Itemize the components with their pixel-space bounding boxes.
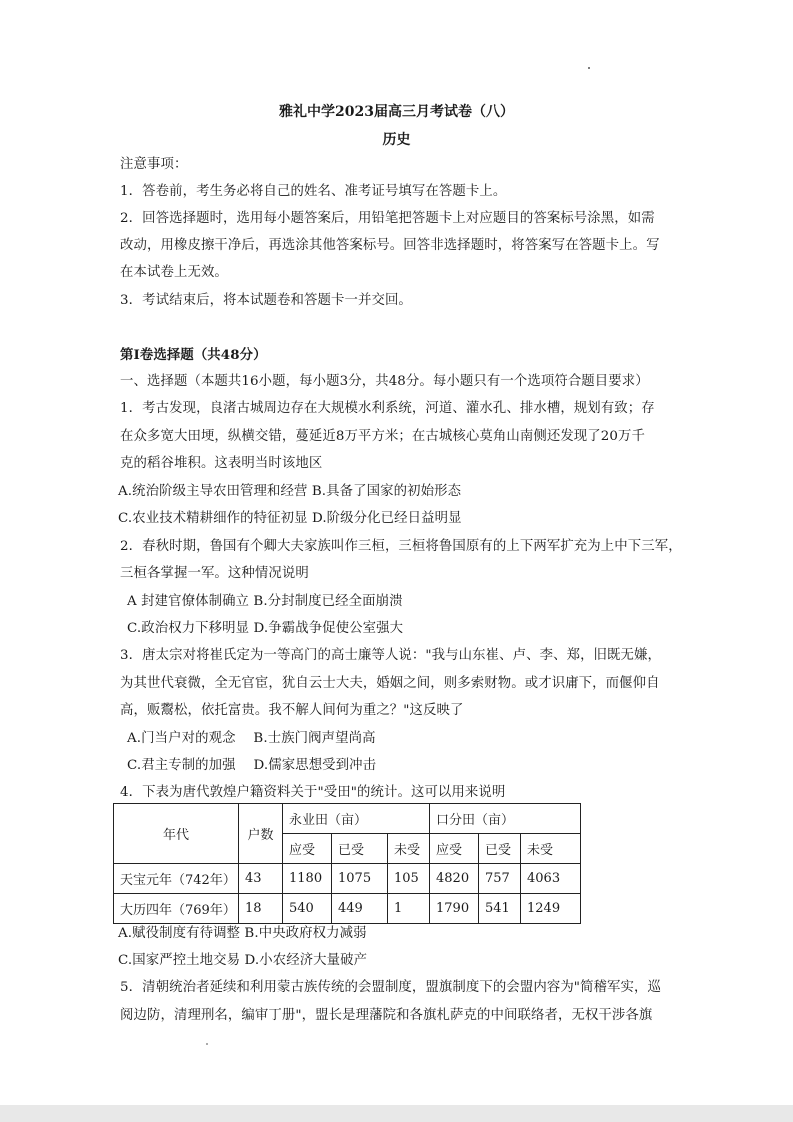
subheader-cell: 未受 [388, 834, 430, 864]
cell-value: 1180 [283, 864, 332, 894]
q2-options: C.政治权力下移明显 D.争霸战争促使公室强大 [127, 621, 404, 636]
subject-title: 历史 [382, 132, 411, 148]
notice-heading: 注意事项： [120, 157, 188, 172]
q3-stem: 高，贩鬻松，依托富贵。我不解人间何为重之？"这反映了 [120, 703, 464, 718]
cell-value: 1790 [430, 894, 479, 924]
cell-year: 大历四年（769年） [114, 894, 239, 924]
cell-value: 757 [479, 864, 521, 894]
cell-value: 541 [479, 894, 521, 924]
cell-value: 449 [332, 894, 388, 924]
corner-mark [588, 67, 590, 69]
q4-stem: 4．下表为唐代敦煌户籍资料关于"受田"的统计。这可以用来说明 [120, 785, 506, 800]
header-yongye: 永业田（亩） [283, 804, 430, 834]
header-koufen: 口分田（亩） [430, 804, 581, 834]
q5-stem: 5．清朝统治者延续和利用蒙古族传统的会盟制度，盟旗制度下的会盟内容为"简稽军实，巡 [120, 980, 662, 995]
table-row [114, 894, 581, 924]
q2-options: A 封建官僚体制确立 B.分封制度已经全面崩溃 [127, 594, 403, 609]
q1-stem: 1．考古发现，良渚古城周边存在大规模水利系统，河道、灌水孔、排水槽，规划有致；存 [120, 401, 655, 416]
subheader-cell: 未受 [521, 834, 581, 864]
q4-land-table [113, 803, 581, 924]
cell-value: 105 [388, 864, 430, 894]
subheader-cell: 应受 [283, 834, 332, 864]
section-heading: 第Ⅰ卷选择题（共48分） [120, 347, 267, 363]
q3-stem: 3．唐太宗对将崔氏定为一等高门的高士廉等人说："我与山东崔、卢、李、郑，旧既无嫌， [120, 648, 662, 663]
q1-options: C.农业技术精耕细作的特征初显 D.阶级分化已经日益明显 [118, 511, 462, 526]
notice-line: 在本试卷上无效。 [120, 265, 228, 280]
header-year: 年代 [114, 804, 239, 864]
subheader-cell: 已受 [332, 834, 388, 864]
table-row [114, 864, 581, 894]
q3-options: C.君主专制的加强 D.儒家思想受到冲击 [127, 758, 377, 773]
section-intro: 一、选择题（本题共16小题，每小题3分，共48分。每小题只有一个选项符合题目要求） [120, 374, 649, 389]
notice-line: 1．答卷前，考生务必将自己的姓名、准考证号填写在答题卡上。 [120, 184, 507, 199]
q4-options: C.国家严控土地交易 D.小农经济大量破产 [118, 953, 368, 968]
q1-stem: 克的稻谷堆积。这表明当时该地区 [120, 456, 323, 471]
q5-stem: 阅边防，清理刑名，编审丁册"，盟长是理藩院和各旗札萨克的中间联络者，无权干涉各旗 [120, 1008, 653, 1023]
cell-value: 1075 [332, 864, 388, 894]
q2-stem: 2．春秋时期，鲁国有个卿大夫家族叫作三桓，三桓将鲁国原有的上下两军扩充为上中下三军， [120, 539, 682, 554]
cell-value: 1249 [521, 894, 581, 924]
scan-speck [206, 1043, 208, 1045]
q1-stem: 在众多宽大田埂，纵横交错，蔓延近8万平方米；在古城核心莫角山南侧还发现了20万千 [120, 429, 646, 444]
q4-options: A.赋役制度有待调整 B.中央政府权力减弱 [118, 926, 367, 941]
cell-value: 4063 [521, 864, 581, 894]
header-households: 户数 [239, 804, 283, 864]
cell-year: 天宝元年（742年） [114, 864, 239, 894]
cell-value: 540 [283, 894, 332, 924]
cell-value: 1 [388, 894, 430, 924]
cell-households: 43 [239, 864, 283, 894]
exam-title: 雅礼中学2023届高三月考试卷（八） [279, 104, 514, 120]
subheader-cell: 应受 [430, 834, 479, 864]
q3-stem: 为其世代衰微，全无官宦，犹自云士大夫，婚姻之间，则多索财物。或才识庸下，而偃仰自 [120, 676, 660, 691]
q3-options: A.门当户对的观念 B.士族门阀声望尚高 [127, 731, 376, 746]
cell-households: 18 [239, 894, 283, 924]
notice-line: 3．考试结束后，将本试题卷和答题卡一并交回。 [120, 293, 412, 308]
notice-line: 2．回答选择题时，选用每小题答案后，用铅笔把答题卡上对应题目的答案标号涂黑，如需 [120, 211, 655, 226]
notice-line: 改动，用橡皮擦干净后，再选涂其他答案标号。回答非选择题时，将答案写在答题卡上。写 [120, 238, 660, 253]
q1-options: A.统治阶级主导农田管理和经营 B.具备了国家的初始形态 [118, 484, 462, 499]
cell-value: 4820 [430, 864, 479, 894]
page-bottom-strip [0, 1105, 793, 1122]
subheader-cell: 已受 [479, 834, 521, 864]
table-header-row [114, 804, 581, 834]
q2-stem: 三桓各掌握一军。这种情况说明 [120, 566, 309, 581]
